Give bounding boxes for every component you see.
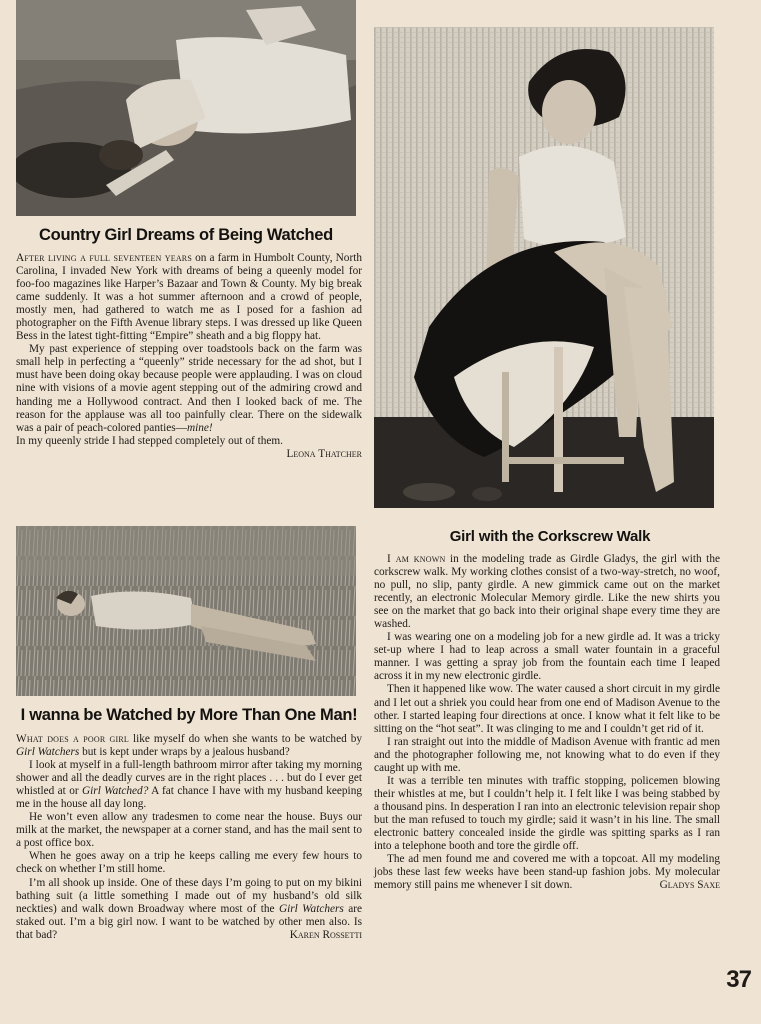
lead-in: What does a poor girl (16, 733, 129, 745)
headline-country-girl: Country Girl Dreams of Being Watched (39, 226, 333, 244)
paragraph: A fat chance I have with my husband keeping me in the house all day long. (16, 785, 362, 811)
paragraph: In my queenly stride I had stepped completely out of them. (16, 434, 283, 447)
paragraph: He won’t even allow any tradesmen to come near the house. Buys our milk at the market, the newspaper at a corner stand, and has the mail sent to a post office box. (16, 811, 362, 850)
paragraph: My past experience of stepping over toadstools back on the farm was small help in perfecting a “queenly” stride necessary for the ad shot, but I must have been doing okay because people were applauding. I was on cloud nine with visions of a movie agent stepping out of the admiring crowd and handing me a Hollywood contract. And then I looked back of me. The reason for the applause was all too painfully clear. There on the sidewalk was a pair of peach-colored panties— (16, 343, 362, 434)
paragraph: on a farm in Humbolt County, North Carolina, I invaded New York with dreams of being a queenly model for foo-foo magazines like Harper’s Bazaar and Town & County. My big break came suddenly. It was a hot summer afternoon and a crowd of people, mostly men, had gathered to watch me as I posed for a fashion ad photographer on the Fifth Avenue library steps. I was dressed up like Queen Bess in the latest tight-fitting “Empire” sheath and a big floppy hat. (16, 252, 362, 343)
paragraph: I look at myself in a full-length bathroom mirror after taking my morning shower and all the deadly curves are in the right places . . . but do I ever get whistled at or (16, 759, 362, 798)
paragraph: in the modeling trade as Girdle Gladys, the girl with the corkscrew walk. My working clothes consist of a two-way-stretch, no woof, no pull, no slip, panty girdle. A new gimmick came out on the market recently, an electronic Molecular Memory girdle. Like the new shirts you see on the market that go back into their original shape every time they are washed. (374, 553, 720, 631)
photo-girl-seated-on-stool (374, 27, 714, 508)
headline-corkscrew-walk: Girl with the Corkscrew Walk (449, 528, 651, 545)
emphasis: mine! (186, 421, 213, 434)
paragraph: I ran straight out into the middle of Madison Avenue with frantic ad men and the photographer following me, not knowing what to do even if they caught up with me. (374, 735, 720, 774)
photo-girl-in-tall-grass (16, 526, 356, 696)
byline-leona-thatcher: Leona Thatcher (286, 447, 362, 460)
paragraph: are staked out. I’m a big girl now. I want to be watched by other men also. Is that bad? (16, 902, 362, 941)
paragraph: but is kept under wraps by a jealous husband? (79, 746, 290, 759)
lead-in: After living a full seventeen years (16, 252, 192, 264)
emphasis: Girl Watchers (16, 746, 80, 759)
headline-wanna-be-watched: I wanna be Watched by More Than One Man! (20, 706, 358, 724)
emphasis: Girl Watched? (82, 785, 149, 798)
page-number: 37 (726, 966, 751, 993)
story-wanna-be-watched-text (16, 733, 362, 942)
story-country-girl-text (16, 252, 362, 461)
lead-in: I am known (387, 553, 446, 565)
paragraph: It was a terrible ten minutes with traffic stopping, policemen blowing their whistles at me, but I couldn’t help it. I felt like I was being stabbed by a thousand pins. In desperation I ran into an electronic television repair shop but the man refused to touch my girdle; said it wasn’t in his line. The small electronic battery concealed inside the girdle was spitting sparks as I ran into a telephone booth and tore the girdle off. (374, 774, 720, 853)
paragraph: Then it happened like wow. The water caused a short circuit in my girdle and I let out a shriek you could hear from one end of Madison Avenue to the other. I started leaping four directions at once. I know what it felt like to be sitting on the “hot seat”. It was clinging to me and I couldn’t get rid of it. (374, 683, 720, 735)
paragraph: I’m all shook up inside. One of these days I’m going to put on my bikini bathing suit (a little something I made out of my husband’s old silk neckties) and walk down Broadway where most of the (16, 876, 362, 915)
byline-karen-rossetti: Karen Rossetti (289, 928, 362, 941)
byline-gladys-saxe: Gladys Saxe (659, 879, 720, 892)
paragraph: The ad men found me and covered me with a topcoat. All my modeling jobs these last few weeks have been stand-up fashion jobs. My molecular memory still pains me whenever I sit down. (374, 853, 720, 892)
emphasis: Girl Watchers (278, 902, 344, 915)
paragraph: like myself do when she wants to be watched by (129, 733, 362, 745)
paragraph: When he goes away on a trip he keeps calling me every few hours to check on whether I’m still home. (16, 850, 362, 876)
photo-girl-lying-with-dog (16, 0, 356, 216)
paragraph: I was wearing one on a modeling job for a new girdle ad. It was a tricky set-up where I had to leap across a small water fountain in a graceful manner. I was getting a spray job from the fountain each time I leaped across it in my new electronic girdle. (374, 631, 720, 683)
story-corkscrew-walk-text (374, 553, 720, 892)
